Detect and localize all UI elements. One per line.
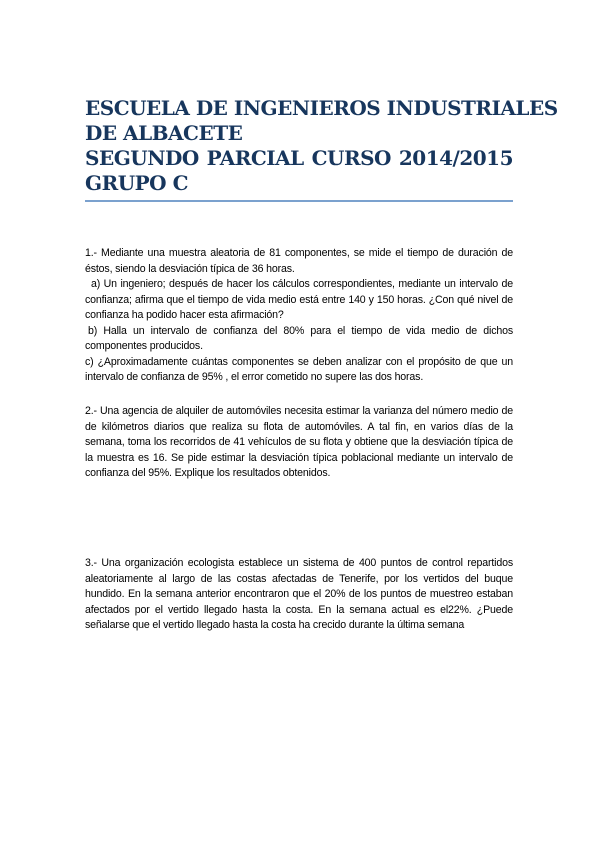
title-line-1: ESCUELA DE INGENIEROS INDUSTRIALES — [85, 96, 558, 120]
question-1-part-b: b) Halla un intervalo de confianza del 80% para el tiempo de vida medio de dichos componentes producidos. — [85, 324, 513, 352]
question-1 — [85, 246, 513, 386]
question-1-part-c: c) ¿Aproximadamente cuántas componentes se deben analizar con el propósito de que un intervalo de confianza de 95% , el error cometido no supere las dos horas. — [85, 355, 513, 383]
document-title — [85, 96, 558, 196]
question-2-statement: 2.- Una agencia de alquiler de automóviles necesita estimar la varianza del número medio de de kilómetros diarios que realiza su flota de automóviles. A tal fin, en varios días de la semana, toma los recorridos de 41 vehículos de su flota y obtiene que la desviación típica de la muestra es 16. Se pide estimar la desviación típica poblacional mediante un intervalo de confianza del 95%. Explique los resultados obtenidos. — [85, 405, 513, 479]
question-2 — [85, 404, 513, 482]
question-1-statement: 1.- Mediante una muestra aleatoria de 81 componentes, se mide el tiempo de duración de éstos, siendo la desviación típica de 36 horas. — [85, 247, 513, 275]
question-1-part-a: a) Un ingeniero; después de hacer los cálculos correspondientes, mediante un intervalo de confianza; afirma que el tiempo de vida medio está entre 140 y 150 horas. ¿Con qué nivel de confianza ha podido hacer esta afirmación? — [85, 278, 513, 321]
question-3 — [85, 556, 513, 634]
title-line-3: SEGUNDO PARCIAL CURSO 2014/2015 — [85, 146, 513, 170]
title-line-4: GRUPO C — [85, 171, 188, 195]
title-line-2: DE ALBACETE — [85, 121, 243, 145]
title-divider — [85, 200, 513, 202]
document-page — [85, 96, 558, 631]
question-3-statement: 3.- Una organización ecologista establece un sistema de 400 puntos de control repartidos aleatoriamente al largo de las costas afectadas de Tenerife, por los vertidos del buque hundido. En la semana anterior encontraron que el 20% de los puntos de muestreo estaban afectados por el vertido llegado hasta la costa. En la semana actual es el22%. ¿Puede señalarse que el vertido llegado hasta la costa ha crecido durante la última semana — [85, 557, 513, 631]
